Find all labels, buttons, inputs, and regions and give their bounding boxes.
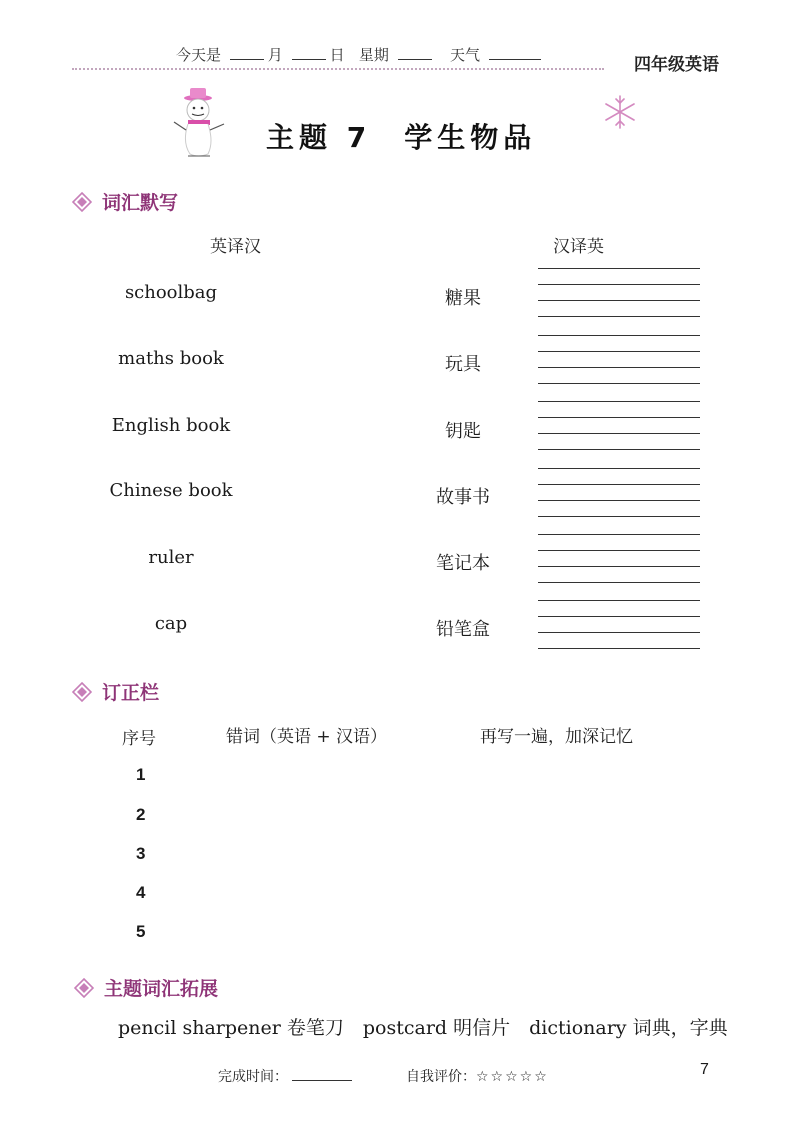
weekday-label: 星期 [358,46,389,64]
writing-line[interactable] [538,550,700,551]
english-word: Chinese book [109,480,233,501]
writing-line[interactable] [538,582,700,583]
writing-line[interactable] [538,484,700,485]
day-blank[interactable] [292,45,326,60]
diamond-bullet-icon [74,978,94,998]
writing-line[interactable] [538,616,700,617]
self-eval-field [406,1066,549,1086]
row-number: 2 [136,805,146,824]
writing-line[interactable] [538,449,700,450]
writing-line[interactable] [538,500,700,501]
page-title: 主题 7 学生物品 [266,121,537,154]
writing-line[interactable] [538,648,700,649]
time-blank[interactable] [292,1066,352,1081]
row-number: 4 [136,883,146,902]
writing-line[interactable] [538,566,700,567]
header-dotted-rule [72,68,604,70]
correction-section-heading [72,678,159,705]
snowman-icon [168,86,232,162]
weather-label: 天气 [450,46,481,64]
writing-line[interactable] [538,300,700,301]
chinese-word: 糖果 [445,288,481,309]
row-number: 3 [136,844,146,863]
col-cn-to-en: 汉译英 [553,237,604,257]
month-label: 月 [267,46,283,64]
col-rewrite: 再写一遍，加深记忆 [480,727,633,747]
english-word: ruler [148,547,194,568]
writing-line[interactable] [538,516,700,517]
weekday-blank[interactable] [398,45,432,60]
writing-line[interactable] [538,351,700,352]
english-word: maths book [118,348,224,369]
today-label: 今天是 [176,46,222,64]
row-number: 5 [136,922,146,941]
writing-line[interactable] [538,401,700,402]
writing-line[interactable] [538,417,700,418]
writing-line[interactable] [538,468,700,469]
row-number: 1 [136,765,146,784]
english-word: cap [154,613,188,634]
writing-line[interactable] [538,632,700,633]
extension-section-heading [74,974,218,1001]
writing-line[interactable] [538,284,700,285]
writing-line[interactable] [538,433,700,434]
col-wrong-word: 错词（英语 + 汉语） [226,727,388,747]
vocab-section-heading [72,188,178,215]
completion-time-field [218,1066,356,1086]
extension-heading: 主题词汇拓展 [104,978,219,1000]
writing-line[interactable] [538,600,700,601]
date-weather-line [176,44,545,65]
chinese-word: 铅笔盒 [436,619,490,640]
weather-blank[interactable] [489,45,541,60]
grade-subject: 四年级英语 [634,55,719,75]
english-word: English book [111,415,231,436]
chinese-word: 钥匙 [445,421,481,442]
time-label: 完成时间： [218,1069,288,1085]
chinese-word: 故事书 [436,487,490,508]
day-label: 日 [329,46,345,64]
month-blank[interactable] [230,45,264,60]
chinese-word: 玩具 [445,354,481,375]
vocab-heading: 词汇默写 [102,192,179,214]
writing-line[interactable] [538,534,700,535]
writing-line[interactable] [538,335,700,336]
snowflake-icon [602,94,638,130]
col-en-to-cn: 英译汉 [210,237,261,257]
english-word: schoolbag [124,282,218,303]
correction-heading: 订正栏 [102,682,160,704]
writing-line[interactable] [538,268,700,269]
page-number: 7 [700,1061,709,1078]
chinese-word: 笔记本 [436,553,490,574]
extension-vocab-text: pencil sharpener 卷笔刀 postcard 明信片 dictionary 词典，字典 [118,1017,728,1039]
star-rating[interactable]: ☆☆☆☆☆ [476,1069,549,1085]
diamond-bullet-icon [72,192,92,212]
writing-line[interactable] [538,383,700,384]
diamond-bullet-icon [72,682,92,702]
writing-line[interactable] [538,316,700,317]
self-eval-label: 自我评价： [406,1069,476,1085]
writing-line[interactable] [538,367,700,368]
col-number: 序号 [122,729,156,749]
